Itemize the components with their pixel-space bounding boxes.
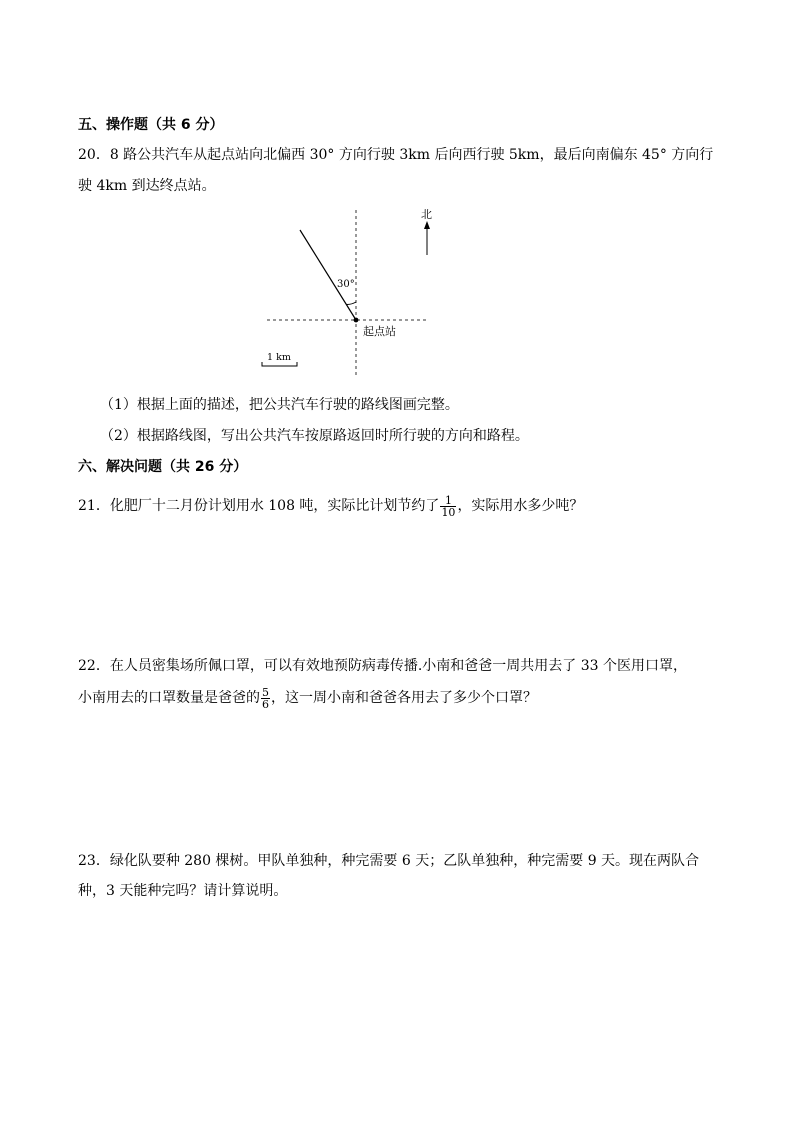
q23-line2: 种，3 天能种完吗？请计算说明。 bbox=[78, 883, 288, 899]
q22-line2 bbox=[78, 684, 537, 712]
q20-line2: 驶 4km 到达终点站。 bbox=[78, 178, 216, 194]
q20-sub1: （1）根据上面的描述，把公共汽车行驶的路线图画完整。 bbox=[100, 397, 459, 413]
route-segment-1 bbox=[300, 230, 356, 320]
q23-line1: 23．绿化队要种 280 棵树。甲队单独种，种完需要 6 天；乙队单独种，种完需要 9 天。现在两队合 bbox=[78, 853, 700, 869]
start-point bbox=[354, 318, 359, 323]
section-title-6: 六、解决问题（共 26 分） bbox=[78, 459, 248, 475]
q22-text-post: ，这一周小南和爸爸各用去了多少个口罩？ bbox=[271, 690, 537, 706]
q22-numerator: 5 bbox=[262, 685, 269, 699]
north-label: 北 bbox=[421, 208, 432, 221]
scale-label: 1 km bbox=[267, 352, 291, 363]
q21-numerator: 1 bbox=[440, 495, 456, 507]
q21-fraction bbox=[440, 495, 456, 518]
angle-arc bbox=[347, 302, 357, 305]
q20-sub2: （2）根据路线图，写出公共汽车按原路返回时所行驶的方向和路程。 bbox=[100, 428, 529, 444]
q21 bbox=[78, 492, 583, 520]
q21-text-post: ，实际用水多少吨？ bbox=[457, 498, 584, 514]
q21-text-pre: 21．化肥厂十二月份计划用水 108 吨，实际比计划节约了 bbox=[78, 498, 440, 514]
q22-denominator: 6 bbox=[262, 697, 269, 711]
start-label: 起点站 bbox=[363, 325, 396, 338]
q22-text-pre: 小南用去的口罩数量是爸爸的 bbox=[78, 690, 260, 706]
q21-denominator: 10 bbox=[441, 505, 456, 519]
angle-label: 30° bbox=[337, 279, 355, 290]
north-arrow-icon bbox=[424, 221, 430, 229]
q20-line1: 20．8 路公共汽车从起点站向北偏西 30° 方向行驶 3km 后向西行驶 5km，最后向南偏东 45° 方向行 bbox=[78, 147, 714, 163]
route-diagram bbox=[255, 205, 445, 380]
q22-fraction bbox=[261, 687, 270, 710]
q22-line1: 22．在人员密集场所佩口罩，可以有效地预防病毒传播.小南和爸爸一周共用去了 33 个医用口罩， bbox=[78, 658, 687, 674]
section-title-5: 五、操作题（共 6 分） bbox=[78, 117, 224, 133]
